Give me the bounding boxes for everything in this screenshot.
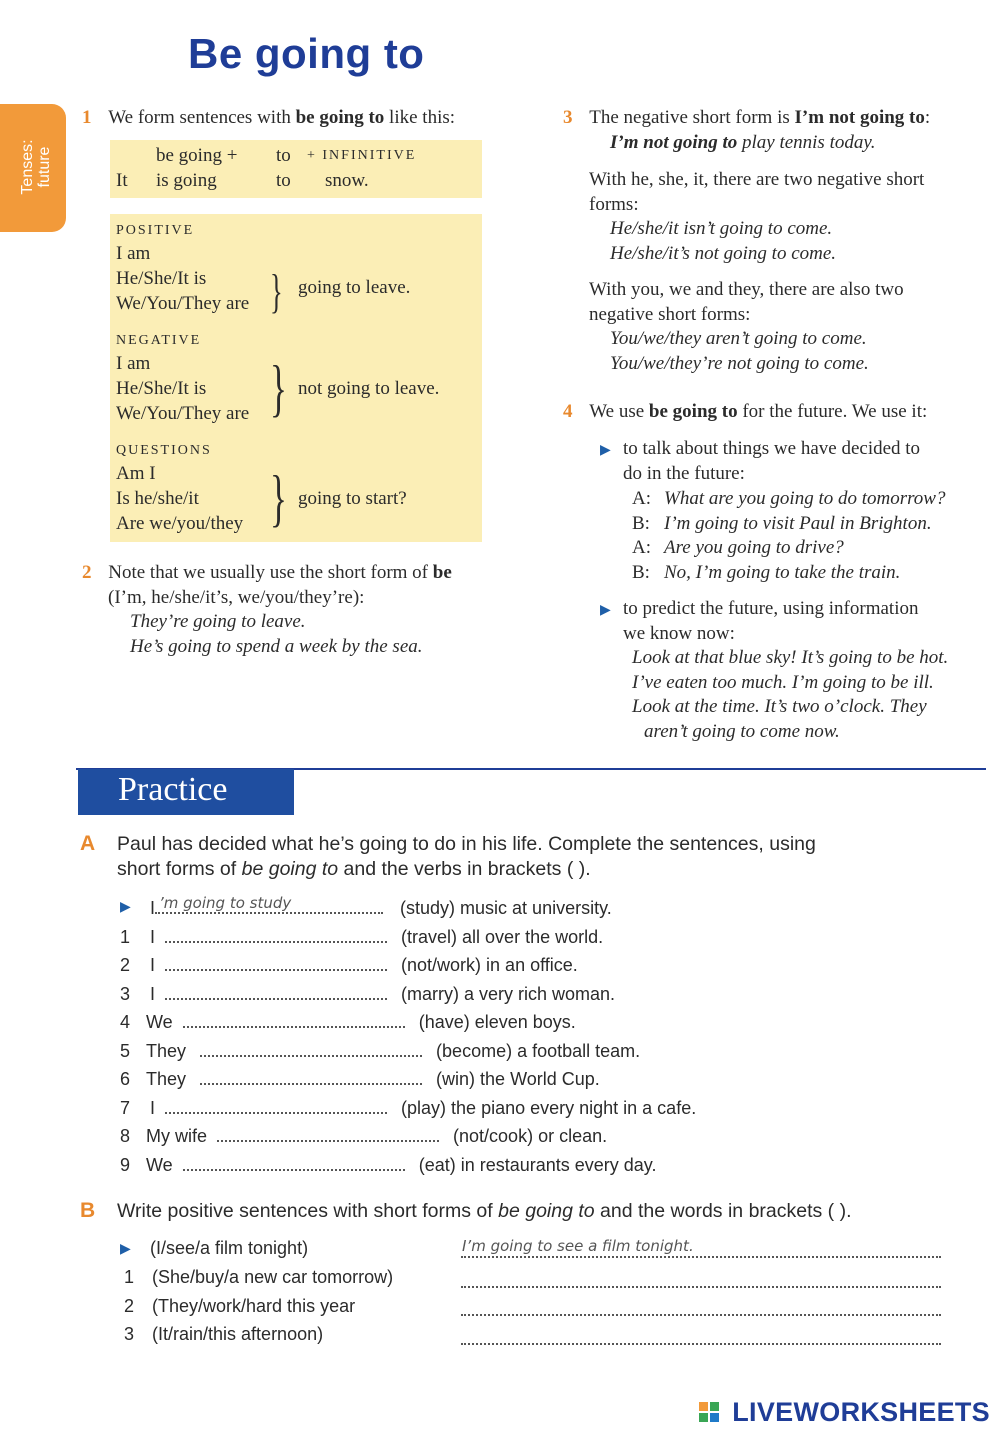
exercise-row — [120, 925, 603, 948]
subject: My wife — [146, 1126, 208, 1146]
subject: They — [146, 1069, 187, 1089]
dialog-speaker: B: — [632, 513, 650, 534]
form-it: It — [116, 170, 128, 191]
item-number: 4 — [120, 1012, 131, 1032]
subject: I — [150, 898, 156, 918]
exercise-a-instruction-2 — [117, 857, 591, 882]
positive-subject: We/You/They are — [116, 293, 250, 314]
questions-subject: Are we/you/they — [116, 513, 244, 534]
subject: We — [146, 1155, 173, 1175]
text: Note that we usually use the short form of — [108, 562, 433, 583]
exercise-b-instruction — [117, 1199, 852, 1224]
answer-field[interactable] — [461, 1270, 941, 1288]
exercise-row — [124, 1296, 355, 1317]
answer-text: ’m going to study — [159, 894, 292, 912]
section-number: 2 — [82, 562, 92, 583]
positive-subject: I am — [116, 243, 151, 264]
dialog-speaker: A: — [632, 488, 651, 509]
example: You/we/they’re not going to come. — [610, 353, 869, 374]
paragraph: With you, we and they, there are also two — [589, 279, 904, 300]
dialog-line: No, I’m going to take the train. — [664, 562, 901, 583]
answer-field[interactable] — [200, 1067, 422, 1085]
prompt-text: (She/buy/a new car tomorrow) — [152, 1267, 394, 1287]
negative-verb: not going to leave. — [298, 378, 440, 399]
brace: } — [270, 462, 287, 533]
item-number: 1 — [120, 927, 131, 947]
item-number: 1 — [124, 1267, 135, 1287]
paragraph: negative short forms: — [589, 304, 751, 325]
page-title: Be going to — [188, 30, 425, 77]
subject: I — [150, 955, 156, 975]
subject: I — [150, 927, 156, 947]
form-to-2: to — [276, 170, 291, 191]
intro-bold: be going to — [295, 107, 385, 128]
dialog-line: I’m going to visit Paul in Brighton. — [664, 513, 932, 534]
answer-field[interactable] — [155, 896, 383, 914]
answer-field[interactable] — [217, 1124, 439, 1142]
subject: We — [146, 1012, 173, 1032]
brace: } — [270, 352, 287, 423]
bullet-arrow-icon: ▶ — [600, 442, 611, 458]
example: He’s going to spend a week by the sea. — [130, 636, 423, 657]
subject: They — [146, 1041, 187, 1061]
text: The negative short form is — [589, 107, 795, 128]
text: play tennis today. — [737, 132, 876, 153]
item-number: 8 — [120, 1126, 131, 1146]
prompt-text: (study) music at university. — [400, 898, 612, 918]
negative-label: NEGATIVE — [116, 333, 202, 348]
positive-label: POSITIVE — [116, 223, 195, 238]
exercise-letter: B — [80, 1199, 96, 1222]
dialog-speaker: B: — [632, 562, 650, 583]
answer-field[interactable] — [165, 925, 387, 943]
item-number: 7 — [120, 1098, 131, 1118]
bullet-text: do in the future: — [623, 463, 745, 484]
text-bold: be going to — [648, 401, 738, 422]
exercise-row — [120, 1010, 576, 1033]
prompt-text: (eat) in restaurants every day. — [418, 1155, 657, 1175]
section-3-line1 — [563, 106, 930, 131]
side-tab-label — [19, 107, 53, 227]
prompt-text: (not/work) in an office. — [401, 955, 578, 975]
dialog-line: What are you going to do tomorrow? — [664, 488, 946, 509]
answer-field[interactable] — [165, 953, 387, 971]
item-number: 6 — [120, 1069, 131, 1089]
prompt-text: (play) the piano every night in a cafe. — [401, 1098, 697, 1118]
text: and the verbs in brackets ( ). — [338, 858, 591, 880]
section-2-line2: (I’m, he/she/it’s, we/you/they’re): — [108, 587, 365, 608]
item-number: 3 — [120, 984, 131, 1004]
bullet-text: to predict the future, using information — [623, 598, 919, 619]
negative-subject: We/You/They are — [116, 403, 250, 424]
form-is-going: is going — [156, 170, 217, 191]
item-number: 3 — [124, 1324, 135, 1344]
exercise-row — [124, 1267, 393, 1288]
example: aren’t going to come now. — [644, 721, 840, 742]
answer-field[interactable] — [165, 1096, 387, 1114]
exercise-row — [120, 1124, 607, 1147]
item-number: 5 — [120, 1041, 131, 1061]
positive-subject: He/She/It is — [116, 268, 207, 289]
subject: I — [150, 984, 156, 1004]
item-number: 2 — [124, 1296, 135, 1316]
brace: } — [270, 265, 283, 318]
example-row — [150, 896, 612, 919]
liveworksheets-logo[interactable]: LIVEWORKSHEETS — [732, 1397, 990, 1427]
text: : — [924, 107, 931, 128]
prompt-text: (travel) all over the world. — [401, 927, 604, 947]
prompt-text: (It/rain/this afternoon) — [152, 1324, 324, 1344]
answer-field[interactable] — [200, 1039, 422, 1057]
form-infinitive: + INFINITIVE — [307, 148, 417, 163]
prompt-text: (marry) a very rich woman. — [401, 984, 616, 1004]
section-number: 3 — [563, 107, 573, 128]
section-2-line1 — [82, 561, 452, 586]
text: Write positive sentences with short forms of — [117, 1200, 499, 1222]
subject: I — [150, 1098, 156, 1118]
text-bold: be — [432, 562, 452, 583]
bullet-text: to talk about things we have decided to — [623, 438, 921, 459]
liveworksheets-logo-icon — [699, 1402, 719, 1422]
intro-text: We form sentences with — [108, 107, 296, 128]
prompt-text: (win) the World Cup. — [436, 1069, 600, 1089]
example: Look at the time. It’s two o’clock. They — [632, 696, 927, 717]
exercise-row — [120, 1096, 696, 1119]
prompt-text: (They/work/hard this year — [152, 1296, 356, 1316]
prompt-text: (become) a football team. — [436, 1041, 641, 1061]
text: and the words in brackets ( ). — [594, 1200, 852, 1222]
exercise-row — [120, 953, 578, 976]
example: Look at that blue sky! It’s going to be hot. — [632, 647, 949, 668]
prompt-text: (have) eleven boys. — [418, 1012, 576, 1032]
dialog-line: Are you going to drive? — [664, 537, 844, 558]
item-number: 2 — [120, 955, 131, 975]
answer-field[interactable] — [461, 1327, 941, 1345]
questions-subject: Is he/she/it — [116, 488, 199, 509]
exercise-row — [120, 1039, 640, 1062]
form-to: to — [276, 145, 291, 166]
section-number: 1 — [82, 107, 92, 128]
text: short forms of — [117, 858, 242, 880]
bullet-text: we know now: — [623, 623, 735, 644]
side-tab-line2: future — [36, 146, 53, 188]
exercise-a-instruction: Paul has decided what he’s going to do in his life. Complete the sentences, using — [117, 833, 816, 855]
negative-subject: I am — [116, 353, 151, 374]
text: for the future. We use it: — [737, 401, 928, 422]
exercise-letter: A — [80, 832, 96, 855]
bullet-arrow-icon: ▶ — [120, 899, 131, 915]
practice-title: Practice — [118, 771, 228, 808]
questions-verb: going to start? — [298, 488, 407, 509]
example: You/we/they aren’t going to come. — [610, 328, 867, 349]
answer-field[interactable] — [183, 1010, 405, 1028]
dialog-speaker: A: — [632, 537, 651, 558]
exercise-row — [120, 1153, 656, 1176]
form-be-going: be going + — [156, 145, 238, 166]
prompt-text: (not/cook) or clean. — [453, 1126, 608, 1146]
bullet-arrow-icon: ▶ — [120, 1241, 131, 1257]
example — [610, 131, 876, 156]
answer-field[interactable] — [461, 1298, 941, 1316]
section-number: 4 — [563, 401, 573, 422]
example: I’ve eaten too much. I’m going to be ill. — [632, 672, 934, 693]
text-italic: be going to — [498, 1200, 595, 1222]
answer-field[interactable] — [183, 1153, 405, 1171]
side-tab-line1: Tenses: — [19, 139, 36, 195]
positive-verb: going to leave. — [298, 277, 411, 298]
bullet-arrow-icon: ▶ — [600, 602, 611, 618]
exercise-row — [124, 1324, 323, 1345]
example: They’re going to leave. — [130, 611, 306, 632]
exercise-row — [120, 982, 615, 1005]
intro-text-end: like this: — [384, 107, 456, 128]
questions-label: QUESTIONS — [116, 443, 212, 458]
text-italic: be going to — [241, 858, 339, 880]
text: We use — [589, 401, 649, 422]
questions-subject: Am I — [116, 463, 156, 484]
paragraph: forms: — [589, 194, 639, 215]
example: He/she/it’s not going to come. — [610, 243, 837, 264]
example: He/she/it isn’t going to come. — [610, 218, 833, 239]
answer-field[interactable] — [165, 982, 387, 1000]
section-1-intro — [82, 106, 455, 131]
section-4-line1 — [563, 400, 927, 425]
text-bold: I’m not going to — [794, 107, 925, 128]
negative-subject: He/She/It is — [116, 378, 207, 399]
answer-text: I’m going to see a film tonight. — [462, 1237, 694, 1255]
item-number: 9 — [120, 1155, 131, 1175]
prompt-text: (I/see/a film tonight) — [150, 1238, 309, 1258]
text-bold: I’m not going to — [610, 132, 738, 153]
paragraph: With he, she, it, there are two negative short — [589, 169, 925, 190]
exercise-row — [120, 1067, 600, 1090]
form-snow: snow. — [325, 170, 369, 191]
